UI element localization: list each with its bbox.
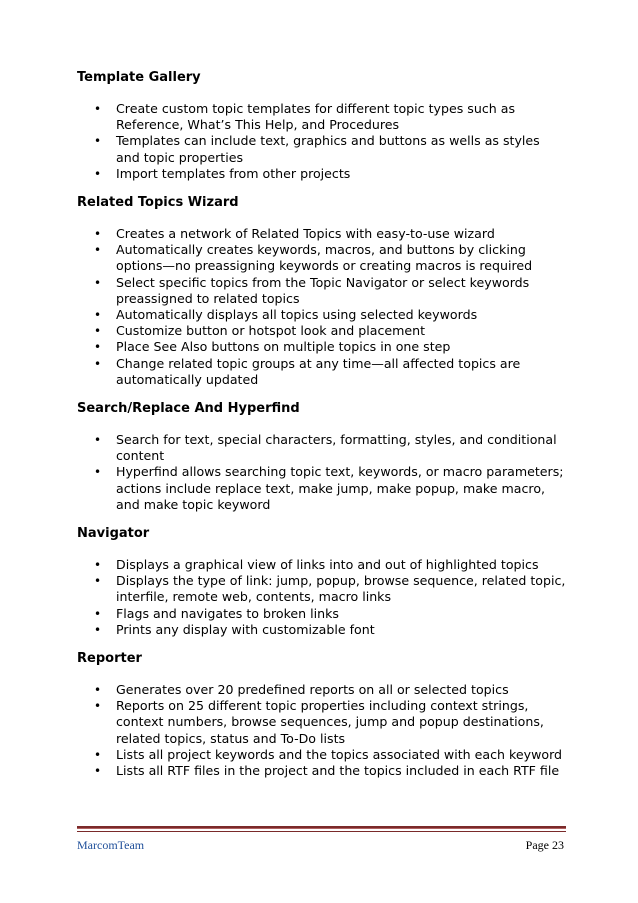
list-item bbox=[77, 356, 567, 388]
bullet-icon: • bbox=[94, 433, 102, 448]
bullet-icon: • bbox=[94, 356, 102, 371]
bullet-icon: • bbox=[94, 606, 102, 621]
list-item-text: Reports on 25 different topic properties including context strings, context numbers, browse sequences, jump and popup destinations, related topics, status and To-Do lists bbox=[116, 698, 544, 746]
list-item bbox=[77, 226, 567, 242]
list-item-text: Customize button or hotspot look and placement bbox=[116, 323, 426, 339]
list-item-text: Creates a network of Related Topics with easy-to-use wizard bbox=[116, 226, 495, 242]
bullet-icon: • bbox=[94, 227, 102, 242]
list-item-text: Place See Also buttons on multiple topics in one step bbox=[116, 339, 451, 355]
bullet-icon: • bbox=[94, 166, 102, 181]
list-item-text: Search for text, special characters, formatting, styles, and conditional content bbox=[116, 432, 557, 464]
footer-page-number: Page 23 bbox=[525, 838, 564, 852]
list-item bbox=[77, 573, 567, 605]
list-item-text: Create custom topic templates for different topic types such as Reference, What’s This Help, and Procedures bbox=[116, 101, 516, 133]
list-item bbox=[77, 606, 567, 622]
list-item bbox=[77, 682, 567, 698]
bullet-icon: • bbox=[94, 764, 102, 779]
list-item-text: Select specific topics from the Topic Navigator or select keywords preassigned to related topics bbox=[116, 274, 530, 306]
bullet-icon: • bbox=[94, 574, 102, 589]
bullet-list bbox=[77, 101, 567, 182]
document-body bbox=[77, 70, 567, 792]
bullet-list bbox=[77, 432, 567, 513]
list-item-text: Displays a graphical view of links into and out of highlighted topics bbox=[116, 557, 539, 573]
list-item-text: Displays the type of link: jump, popup, browse sequence, related topic, interfile, remote web, contents, macro links bbox=[116, 573, 566, 605]
list-item-text: Lists all project keywords and the topics associated with each keyword bbox=[116, 746, 563, 762]
list-item-text: Automatically displays all topics using selected keywords bbox=[116, 307, 478, 323]
list-item bbox=[77, 307, 567, 323]
bullet-icon: • bbox=[94, 747, 102, 762]
footer-company: MarcomTeam bbox=[77, 838, 145, 852]
bullet-icon: • bbox=[94, 275, 102, 290]
list-item-text: Flags and navigates to broken links bbox=[116, 605, 339, 621]
footer-rule bbox=[77, 826, 566, 829]
bullet-icon: • bbox=[94, 243, 102, 258]
section-heading: Search/Replace And Hyperfind bbox=[77, 401, 300, 417]
list-item-text: Automatically creates keywords, macros, and buttons by clicking options—no preassigning keywords or creating macros is required bbox=[116, 242, 533, 274]
section-heading: Related Topics Wizard bbox=[77, 195, 239, 211]
bullet-icon: • bbox=[94, 340, 102, 355]
list-item bbox=[77, 763, 567, 779]
bullet-list bbox=[77, 226, 567, 388]
bullet-icon: • bbox=[94, 134, 102, 149]
section-heading: Template Gallery bbox=[77, 70, 201, 85]
list-item bbox=[77, 339, 567, 355]
list-item bbox=[77, 464, 567, 513]
list-item bbox=[77, 323, 567, 339]
bullet-icon: • bbox=[94, 465, 102, 480]
bullet-icon: • bbox=[94, 622, 102, 637]
bullet-list bbox=[77, 557, 567, 638]
list-item bbox=[77, 622, 567, 638]
list-item-text: Import templates from other projects bbox=[116, 165, 351, 181]
list-item-text: Hyperfind allows searching topic text, keywords, or macro parameters; actions include replace text, make jump, make popup, make macro, and make topic keyword bbox=[116, 464, 564, 512]
footer-rule-secondary bbox=[77, 831, 566, 832]
list-item bbox=[77, 275, 567, 307]
bullet-icon: • bbox=[94, 558, 102, 573]
list-item-text: Templates can include text, graphics and buttons as wells as styles and topic properties bbox=[116, 133, 540, 165]
list-item bbox=[77, 432, 567, 464]
bullet-icon: • bbox=[94, 324, 102, 339]
section-heading: Navigator bbox=[77, 526, 150, 542]
section-heading: Reporter bbox=[77, 651, 142, 667]
bullet-icon: • bbox=[94, 699, 102, 714]
list-item-text: Prints any display with customizable font bbox=[116, 621, 375, 637]
bullet-icon: • bbox=[94, 102, 102, 116]
list-item bbox=[77, 242, 567, 274]
list-item bbox=[77, 698, 567, 747]
list-item-text: Generates over 20 predefined reports on all or selected topics bbox=[116, 682, 509, 698]
list-item-text: Lists all RTF files in the project and the topics included in each RTF file bbox=[116, 763, 560, 779]
bullet-icon: • bbox=[94, 683, 102, 698]
list-item bbox=[77, 166, 567, 182]
list-item bbox=[77, 101, 567, 133]
bullet-icon: • bbox=[94, 308, 102, 323]
list-item-text: Change related topic groups at any time—all affected topics are automatically updated bbox=[116, 355, 521, 387]
list-item bbox=[77, 557, 567, 573]
bullet-list bbox=[77, 682, 567, 779]
list-item bbox=[77, 747, 567, 763]
list-item bbox=[77, 133, 567, 165]
